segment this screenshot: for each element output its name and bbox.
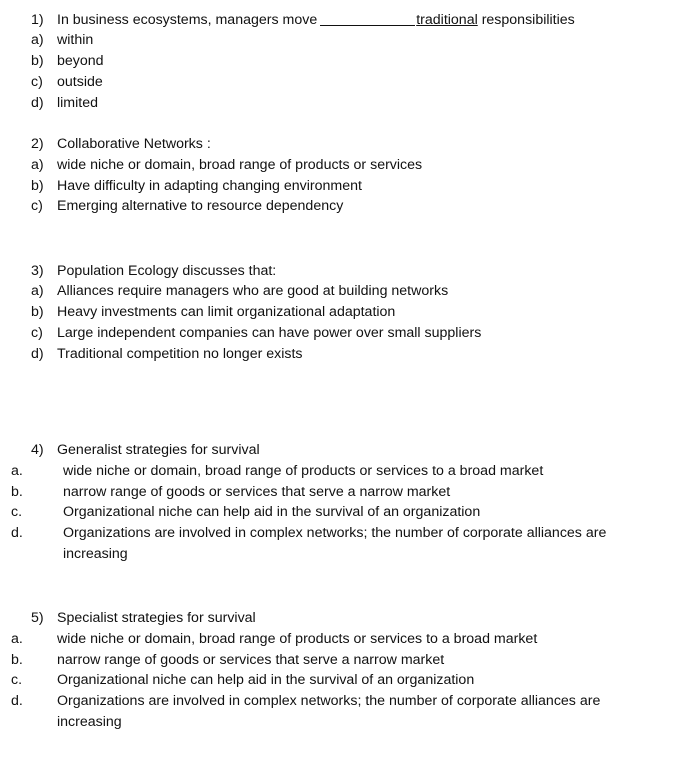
question-text: In business ecosystems, managers move [57,12,318,28]
underlined-word: traditional [416,12,478,28]
answer-blank [320,11,415,26]
question-number: 1) [31,12,44,28]
question-text-end: responsibilities [477,12,575,28]
